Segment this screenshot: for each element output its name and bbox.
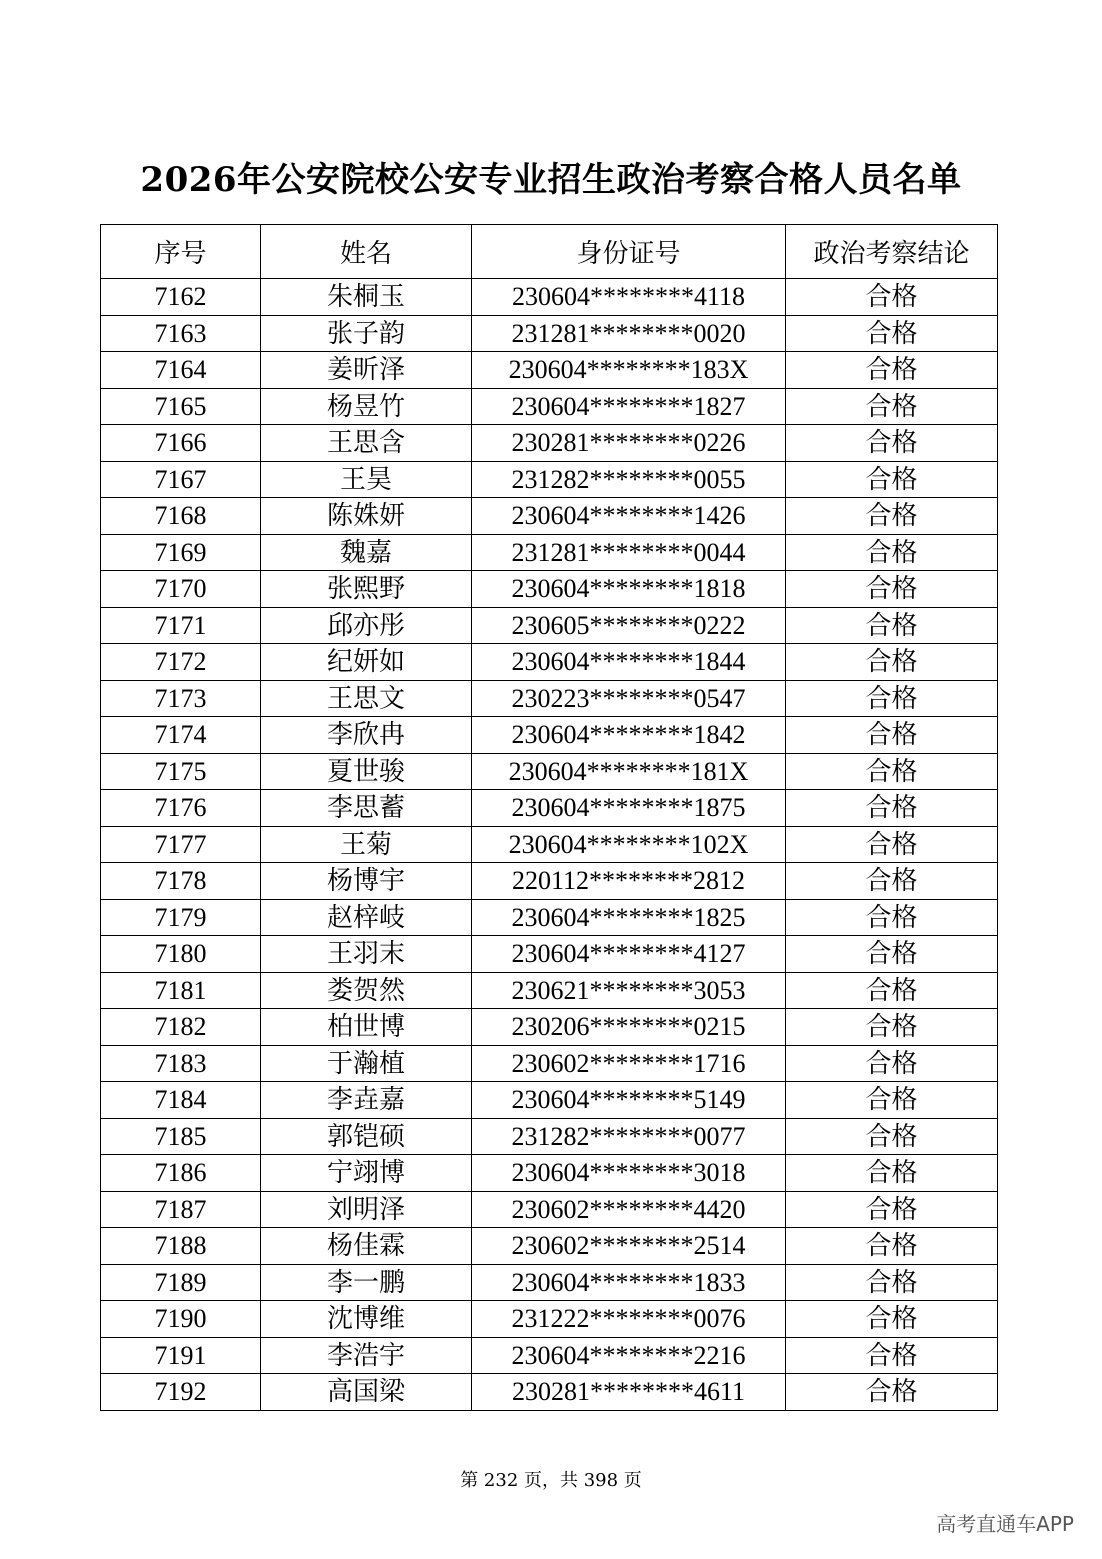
table-row — [101, 790, 998, 827]
cell-serial: 7172 — [101, 644, 261, 681]
cell-name: 于瀚植 — [261, 1045, 472, 1082]
cell-name: 邱亦彤 — [261, 607, 472, 644]
table-row — [101, 425, 998, 462]
table-row — [101, 1228, 998, 1265]
cell-result: 合格 — [786, 534, 998, 571]
cell-name: 杨昱竹 — [261, 388, 472, 425]
cell-name: 姜昕泽 — [261, 352, 472, 389]
cell-id-number: 230281********4611 — [472, 1374, 786, 1411]
table-row — [101, 1374, 998, 1411]
cell-serial: 7189 — [101, 1264, 261, 1301]
cell-id-number: 230604********1844 — [472, 644, 786, 681]
cell-result: 合格 — [786, 498, 998, 535]
cell-serial: 7174 — [101, 717, 261, 754]
cell-id-number: 220112********2812 — [472, 863, 786, 900]
cell-result: 合格 — [786, 680, 998, 717]
cell-id-number: 230604********102X — [472, 826, 786, 863]
cell-result: 合格 — [786, 972, 998, 1009]
header-id-number: 身份证号 — [472, 225, 786, 279]
cell-result: 合格 — [786, 863, 998, 900]
cell-id-number: 230604********1827 — [472, 388, 786, 425]
table-row — [101, 388, 998, 425]
cell-result: 合格 — [786, 644, 998, 681]
cell-result: 合格 — [786, 936, 998, 973]
cell-serial: 7192 — [101, 1374, 261, 1411]
cell-id-number: 230604********1818 — [472, 571, 786, 608]
cell-result: 合格 — [786, 1264, 998, 1301]
cell-name: 朱桐玉 — [261, 279, 472, 316]
table-row — [101, 279, 998, 316]
cell-id-number: 230604********4118 — [472, 279, 786, 316]
cell-serial: 7176 — [101, 790, 261, 827]
cell-name: 李一鹏 — [261, 1264, 472, 1301]
cell-id-number: 230604********181X — [472, 753, 786, 790]
table-row — [101, 571, 998, 608]
table-row — [101, 1045, 998, 1082]
cell-result: 合格 — [786, 279, 998, 316]
cell-name: 高国梁 — [261, 1374, 472, 1411]
table-row — [101, 498, 998, 535]
cell-name: 娄贺然 — [261, 972, 472, 1009]
table-row — [101, 680, 998, 717]
cell-serial: 7166 — [101, 425, 261, 462]
cell-name: 杨博宇 — [261, 863, 472, 900]
table-row — [101, 899, 998, 936]
cell-serial: 7163 — [101, 315, 261, 352]
table-row — [101, 461, 998, 498]
cell-name: 纪妍如 — [261, 644, 472, 681]
table-row — [101, 1191, 998, 1228]
cell-name: 李浩宇 — [261, 1337, 472, 1374]
table-row — [101, 1009, 998, 1046]
cell-serial: 7167 — [101, 461, 261, 498]
page-title: 2026年公安院校公安专业招生政治考察合格人员名单 — [140, 160, 962, 200]
cell-name: 李思蓄 — [261, 790, 472, 827]
table-row — [101, 863, 998, 900]
cell-name: 李欣冉 — [261, 717, 472, 754]
table-row — [101, 1118, 998, 1155]
header-serial: 序号 — [101, 225, 261, 279]
cell-result: 合格 — [786, 1155, 998, 1192]
page-footer: 第 232 页，共 398 页 — [460, 1470, 642, 1491]
cell-id-number: 230206********0215 — [472, 1009, 786, 1046]
cell-serial: 7180 — [101, 936, 261, 973]
table-row — [101, 1264, 998, 1301]
table-row — [101, 826, 998, 863]
cell-result: 合格 — [786, 1301, 998, 1338]
cell-name: 刘明泽 — [261, 1191, 472, 1228]
cell-result: 合格 — [786, 826, 998, 863]
cell-serial: 7181 — [101, 972, 261, 1009]
cell-serial: 7190 — [101, 1301, 261, 1338]
cell-id-number: 230604********4127 — [472, 936, 786, 973]
header-conclusion: 政治考察结论 — [786, 225, 998, 279]
table-row — [101, 352, 998, 389]
cell-id-number: 231281********0020 — [472, 315, 786, 352]
cell-serial: 7170 — [101, 571, 261, 608]
cell-serial: 7165 — [101, 388, 261, 425]
table-header-row — [101, 225, 998, 279]
cell-name: 柏世博 — [261, 1009, 472, 1046]
table-row — [101, 1301, 998, 1338]
cell-id-number: 230621********3053 — [472, 972, 786, 1009]
cell-name: 张熙野 — [261, 571, 472, 608]
cell-serial: 7171 — [101, 607, 261, 644]
cell-result: 合格 — [786, 1045, 998, 1082]
cell-name: 王思含 — [261, 425, 472, 462]
table-row — [101, 607, 998, 644]
cell-result: 合格 — [786, 425, 998, 462]
cell-result: 合格 — [786, 753, 998, 790]
cell-name: 王菊 — [261, 826, 472, 863]
table-row — [101, 936, 998, 973]
cell-id-number: 230604********1825 — [472, 899, 786, 936]
cell-serial: 7188 — [101, 1228, 261, 1265]
cell-id-number: 231282********0077 — [472, 1118, 786, 1155]
table-row — [101, 972, 998, 1009]
table-body — [101, 279, 998, 1411]
cell-result: 合格 — [786, 717, 998, 754]
cell-id-number: 230604********5149 — [472, 1082, 786, 1119]
cell-result: 合格 — [786, 790, 998, 827]
cell-name: 郭铠硕 — [261, 1118, 472, 1155]
cell-serial: 7168 — [101, 498, 261, 535]
cell-id-number: 230281********0226 — [472, 425, 786, 462]
cell-serial: 7177 — [101, 826, 261, 863]
roster-table — [100, 224, 998, 1411]
cell-result: 合格 — [786, 352, 998, 389]
cell-id-number: 230602********4420 — [472, 1191, 786, 1228]
cell-result: 合格 — [786, 899, 998, 936]
cell-name: 王羽末 — [261, 936, 472, 973]
cell-name: 陈姝妍 — [261, 498, 472, 535]
cell-result: 合格 — [786, 1082, 998, 1119]
cell-result: 合格 — [786, 1337, 998, 1374]
cell-name: 李垚嘉 — [261, 1082, 472, 1119]
cell-serial: 7183 — [101, 1045, 261, 1082]
table-row — [101, 1082, 998, 1119]
table-row — [101, 753, 998, 790]
cell-serial: 7175 — [101, 753, 261, 790]
cell-result: 合格 — [786, 571, 998, 608]
cell-name: 夏世骏 — [261, 753, 472, 790]
cell-serial: 7178 — [101, 863, 261, 900]
cell-result: 合格 — [786, 388, 998, 425]
cell-result: 合格 — [786, 1009, 998, 1046]
table-row — [101, 717, 998, 754]
cell-id-number: 230605********0222 — [472, 607, 786, 644]
cell-serial: 7186 — [101, 1155, 261, 1192]
table-row — [101, 534, 998, 571]
cell-serial: 7185 — [101, 1118, 261, 1155]
cell-serial: 7173 — [101, 680, 261, 717]
cell-id-number: 231282********0055 — [472, 461, 786, 498]
cell-result: 合格 — [786, 1228, 998, 1265]
cell-id-number: 231281********0044 — [472, 534, 786, 571]
cell-id-number: 230602********2514 — [472, 1228, 786, 1265]
table-row — [101, 315, 998, 352]
cell-id-number: 231222********0076 — [472, 1301, 786, 1338]
watermark: 高考直通车APP — [936, 1512, 1074, 1536]
cell-serial: 7187 — [101, 1191, 261, 1228]
cell-name: 王昊 — [261, 461, 472, 498]
cell-result: 合格 — [786, 1118, 998, 1155]
cell-id-number: 230223********0547 — [472, 680, 786, 717]
table-row — [101, 1155, 998, 1192]
cell-serial: 7179 — [101, 899, 261, 936]
cell-id-number: 230604********2216 — [472, 1337, 786, 1374]
cell-result: 合格 — [786, 1191, 998, 1228]
table-row — [101, 644, 998, 681]
cell-serial: 7191 — [101, 1337, 261, 1374]
cell-serial: 7164 — [101, 352, 261, 389]
header-name: 姓名 — [261, 225, 472, 279]
cell-result: 合格 — [786, 315, 998, 352]
cell-id-number: 230602********1716 — [472, 1045, 786, 1082]
cell-result: 合格 — [786, 607, 998, 644]
cell-name: 杨佳霖 — [261, 1228, 472, 1265]
cell-name: 赵梓岐 — [261, 899, 472, 936]
cell-name: 张子韵 — [261, 315, 472, 352]
cell-id-number: 230604********1875 — [472, 790, 786, 827]
cell-serial: 7182 — [101, 1009, 261, 1046]
cell-name: 王思文 — [261, 680, 472, 717]
cell-serial: 7169 — [101, 534, 261, 571]
cell-result: 合格 — [786, 461, 998, 498]
table-row — [101, 1337, 998, 1374]
cell-id-number: 230604********1833 — [472, 1264, 786, 1301]
cell-serial: 7184 — [101, 1082, 261, 1119]
cell-id-number: 230604********1842 — [472, 717, 786, 754]
cell-id-number: 230604********183X — [472, 352, 786, 389]
cell-result: 合格 — [786, 1374, 998, 1411]
cell-id-number: 230604********1426 — [472, 498, 786, 535]
cell-name: 魏嘉 — [261, 534, 472, 571]
cell-name: 沈博维 — [261, 1301, 472, 1338]
cell-name: 宁翊博 — [261, 1155, 472, 1192]
cell-id-number: 230604********3018 — [472, 1155, 786, 1192]
cell-serial: 7162 — [101, 279, 261, 316]
